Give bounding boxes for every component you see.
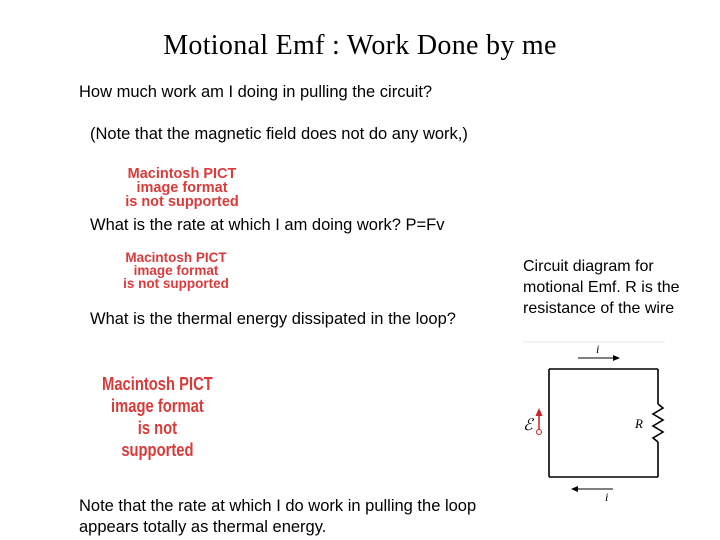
current-arrow-bottom-head xyxy=(571,486,578,492)
emf-label: ℰ xyxy=(523,417,533,434)
unsupported-image-placeholder: Macintosh PICT image format is not supported xyxy=(123,250,229,291)
circuit-caption: Circuit diagram for motional Emf. R is the resistance of the wire xyxy=(523,258,680,317)
slide-title: Motional Emf : Work Done by me xyxy=(163,30,557,61)
current-arrow-top-head xyxy=(613,355,620,361)
unsupported-image-placeholder: Macintosh PICT image format is not supported xyxy=(125,166,239,210)
emf-arrow-tail xyxy=(537,430,542,435)
resistor-label: R xyxy=(635,416,643,431)
question-thermal-energy: What is the thermal energy dissipated in the loop? xyxy=(90,310,456,328)
resistor-icon xyxy=(653,404,663,442)
note-magnetic-field: (Note that the magnetic field does not do any work,) xyxy=(90,125,468,143)
current-label-top: i xyxy=(596,342,600,356)
circuit-diagram xyxy=(515,338,685,508)
unsupported-image-placeholder: Macintosh PICT image format is not supported xyxy=(102,374,213,460)
emf-arrow-head xyxy=(536,408,543,416)
note-thermal-energy: Note that the rate at which I do work in pulling the loop appears totally as thermal energy. xyxy=(79,497,477,536)
question-work: How much work am I doing in pulling the circuit? xyxy=(79,83,433,101)
question-rate-of-work: What is the rate at which I am doing work? P=Fv xyxy=(90,216,445,234)
current-label-bottom: i xyxy=(605,490,609,504)
